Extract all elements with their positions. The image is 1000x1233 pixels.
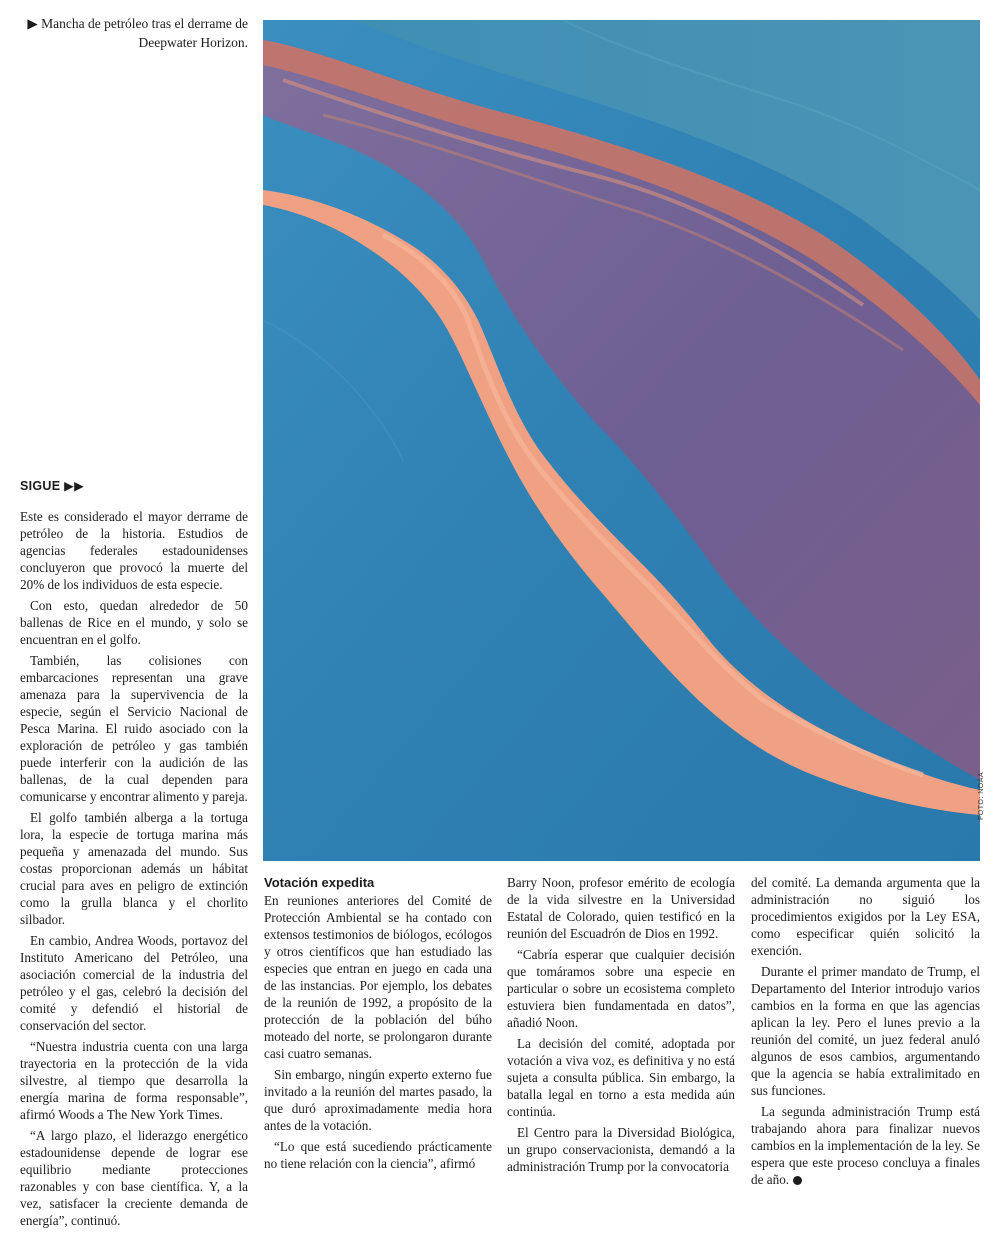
photo-credit: FOTO: NOAA: [978, 771, 985, 820]
final-paragraph-text: La segunda administración Trump está trabajando ahora para finalizar nuevos cambios en la implementación de la ley. Se espera que este proceso concluya a finales de año.: [751, 1104, 980, 1187]
article-column-2: [264, 874, 492, 1176]
article-column-4: [751, 874, 980, 1192]
paragraph: Con esto, quedan alrededor de 50 ballenas de Rice en el mundo, y solo se encuentran en el golfo.: [20, 598, 248, 647]
oil-slick-illustration: [263, 20, 980, 861]
paragraph: En reuniones anteriores del Comité de Protección Ambiental se ha contado con extensos testimonios de biólogos, ecólogos y otros científicos que han estudiado las especies que entran en juego en cada una de las instancias. Por ejemplo, los debates de la reunión de 1992, a propósito de la protección de la población del búho moteado del norte, se prolongaron durante casi cuatro semanas.: [264, 893, 492, 1061]
section-subhead: Votación expedita: [264, 875, 375, 890]
paragraph: “Lo que está sucediendo prácticamente no tiene relación con la ciencia”, afirmó: [264, 1139, 492, 1171]
article-column-3: [507, 874, 735, 1179]
paragraph: En cambio, Andrea Woods, portavoz del Instituto Americano del Petróleo, una asociación comercial de la industria del petróleo y el gas, celebró la decisión del comité y defendió el historial de conservación del sector.: [20, 933, 248, 1033]
paragraph: Barry Noon, profesor emérito de ecología de la vida silvestre en la Universidad Estatal de Colorado, quien testificó en la reunión del Escuadrón de Dios en 1992.: [507, 875, 735, 941]
continued-label: SIGUE ▶▶: [20, 479, 84, 493]
end-of-article-icon: [793, 1176, 802, 1185]
article-column-1: [20, 508, 248, 1233]
paragraph: Durante el primer mandato de Trump, el Departamento del Interior introdujo varios cambios en la forma en que las agencias aplican la ley. Pero el lunes previo a la reunión del comité, un juez federal anuló algunos de esos cambios, argumentando que la agencia se había extralimitado en sus funciones.: [751, 964, 980, 1098]
paragraph: “A largo plazo, el liderazgo energético estadounidense depende de lograr ese equilibrio mediante protecciones razonables y con base científica. Y, a la vez, satisfacer la creciente demanda de energía”, continuó.: [20, 1128, 248, 1228]
paragraph: También, las colisiones con embarcaciones representan una grave amenaza para la supervivencia de la especie, según el Servicio Nacional de Pesca Marina. El ruido asociado con la exploración de petróleo y gas también puede interferir con la audición de las ballenas, de la cual dependen para comunicarse y encontrar alimento y pareja.: [20, 653, 248, 804]
paragraph: El Centro para la Diversidad Biológica, un grupo conservacionista, demandó a la administración Trump por la convocatoria: [507, 1125, 735, 1174]
photo-caption: ▶ Mancha de petróleo tras el derrame de Deepwater Horizon.: [27, 16, 248, 50]
paragraph: del comité. La demanda argumenta que la administración no siguió los procedimientos exigidos por la Ley ESA, como especificar quién solicitó la exención.: [751, 875, 980, 958]
paragraph: El golfo también alberga a la tortuga lora, la especie de tortuga marina más pequeña y amenazada del mundo. Sus costas proporcionan además un hábitat crucial para aves en peligro de extinción como la grulla blanca y el chorlito silbador.: [20, 810, 248, 927]
paragraph: “Nuestra industria cuenta con una larga trayectoria en la protección de la vida silvestre, al tiempo que desarrolla la energía marina de forma responsable”, afirmó Woods a The New York Times.: [20, 1039, 248, 1122]
paragraph: La decisión del comité, adoptada por votación a viva voz, es definitiva y no está sujeta a consulta pública. Sin embargo, la batalla legal en torno a esta medida aún continúa.: [507, 1036, 735, 1119]
paragraph: Sin embargo, ningún experto externo fue invitado a la reunión del martes pasado, la que duró aproximadamente media hora antes de la votación.: [264, 1067, 492, 1133]
paragraph: [751, 1103, 980, 1188]
paragraph: “Cabría esperar que cualquier decisión que tomáramos sobre una especie en particular o sobre un ecosistema completo estuviera bien fundamentada en datos”, añadió Noon.: [507, 947, 735, 1030]
oil-spill-photo: [263, 20, 980, 861]
paragraph: Este es considerado el mayor derrame de petróleo de la historia. Estudios de agencias federales estadounidenses concluyeron que provocó la muerte del 20% de los individuos de esta especie.: [20, 509, 248, 592]
